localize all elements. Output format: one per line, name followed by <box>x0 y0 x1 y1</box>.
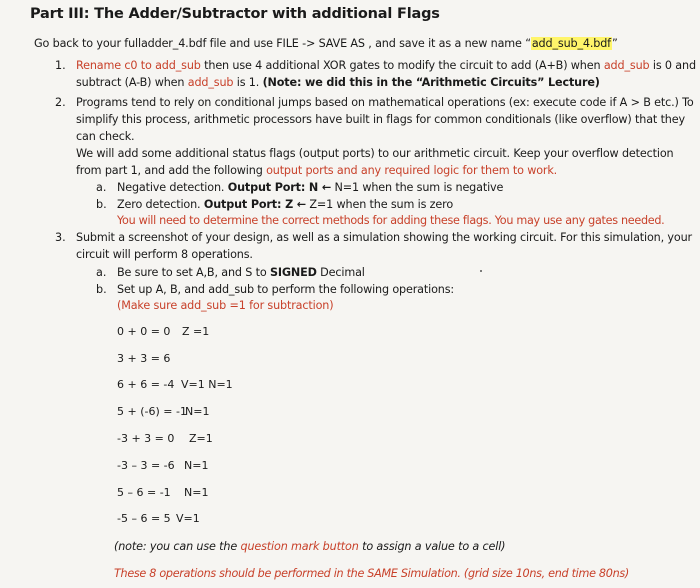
negative-detection <box>117 181 503 194</box>
item3-line2: circuit will perform 8 operations. <box>76 248 253 261</box>
operation-expr: 3 + 3 = 6 <box>117 352 171 365</box>
signed-instruction <box>117 266 365 279</box>
operation-flags: N=1 <box>184 459 209 472</box>
output-port-z: Output Port: Z <box>203 198 297 211</box>
item2-line5 <box>76 164 557 177</box>
zero-desc: Z=1 when the sum is zero <box>306 198 454 211</box>
output-ports-red: output ports and any required logic for them to work. <box>266 164 558 177</box>
operation-expr: -3 + 3 = 0 <box>117 432 175 445</box>
signed-bold: SIGNED <box>269 266 317 279</box>
addsub-red-text-2: add_sub <box>187 76 234 89</box>
addsub-red-text: add_sub <box>603 59 650 72</box>
operation-flags: N=1 <box>184 486 209 499</box>
intro-quote-close: ” <box>611 37 618 50</box>
item1-number: 1. <box>55 59 66 72</box>
neg-desc: N=1 when the sum is negative <box>331 181 504 194</box>
intro-line <box>34 37 618 50</box>
lecture-note: (Note: we did this in the “Arithmetic Circuits” Lecture) <box>262 76 600 89</box>
item1-text: then use 4 additional XOR gates to modify the circuit to add (A+B) when <box>200 59 604 72</box>
final-note-pre: (note: you can use the <box>114 540 241 553</box>
rename-red-text: Rename c0 to add_sub <box>76 59 201 72</box>
operation-expr: 5 – 6 = -1 <box>117 486 171 499</box>
item2b-label: b. <box>96 198 107 211</box>
item2-line2: simplify this process, arithmetic processors have built in flags for common conditionals (like overflow) that they <box>76 113 685 126</box>
item2-number: 2. <box>55 96 66 109</box>
item3-line1: Submit a screenshot of your design, as well as a simulation showing the working circuit. For this simulation, your <box>76 231 692 244</box>
operation-flags: V=1 <box>176 512 200 525</box>
question-mark-note <box>114 540 505 553</box>
gates-red-note: You will need to determine the correct methods for adding these flags. You may use any gates needed. <box>117 214 665 227</box>
left-arrow-icon: ← <box>321 181 332 194</box>
neg-text: Negative detection. <box>117 181 228 194</box>
operation-flags: N=1 <box>185 405 210 418</box>
output-port-n: Output Port: N <box>227 181 322 194</box>
left-arrow-icon: ← <box>296 198 307 211</box>
question-mark-red: question mark button <box>240 540 359 553</box>
highlighted-filename: add_sub_4.bdf <box>531 37 611 50</box>
operation-expr: 0 + 0 = 0 <box>117 325 171 338</box>
intro-text: Go back to your fulladder_4.bdf file and use FILE -> SAVE AS , and save it as a new name “ <box>34 37 531 50</box>
item2a-label: a. <box>96 181 107 194</box>
final-note-post: to assign a value to a cell) <box>358 540 506 553</box>
signed-text: Be sure to set A,B, and S to <box>117 266 270 279</box>
item2-line4: We will add some additional status flags (output ports) to our arithmetic circuit. Keep your overflow detection <box>76 147 674 160</box>
operation-flags: Z =1 <box>182 325 210 338</box>
item2-line3: can check. <box>76 130 135 143</box>
operation-expr: 5 + (-6) = -1 <box>117 405 187 418</box>
operation-expr: -3 – 3 = -6 <box>117 459 175 472</box>
section-title: Part III: The Adder/Subtractor with additional Flags <box>30 6 440 22</box>
item2-line1: Programs tend to rely on conditional jumps based on mathematical operations (ex: execute code if A > B etc.) To <box>76 96 694 109</box>
operation-flags: Z=1 <box>189 432 213 445</box>
item1-line2 <box>76 76 600 89</box>
same-simulation-note: These 8 operations should be performed in the SAME Simulation. (grid size 10ns, end time 80ns) <box>114 567 629 580</box>
item1-l2-mid: is 1. <box>233 76 263 89</box>
zero-detection <box>117 198 453 211</box>
addsub-red-note: (Make sure add_sub =1 for subtraction) <box>117 299 334 312</box>
operation-expr: -5 – 6 = 5 <box>117 512 171 525</box>
zero-text: Zero detection. <box>117 198 204 211</box>
item2-l5-text: from part 1, and add the following <box>76 164 267 177</box>
item1-l2-text: subtract (A-B) when <box>76 76 188 89</box>
item3-number: 3. <box>55 231 66 244</box>
stray-dot <box>480 270 482 272</box>
item3b-label: b. <box>96 283 107 296</box>
operation-flags: V=1 N=1 <box>181 378 233 391</box>
item3a-label: a. <box>96 266 107 279</box>
signed-post: Decimal <box>316 266 365 279</box>
setup-instruction: Set up A, B, and add_sub to perform the following operations: <box>117 283 455 296</box>
item1-tail: is 0 and <box>649 59 696 72</box>
operation-expr: 6 + 6 = -4 <box>117 378 175 391</box>
item1-line1 <box>76 59 696 72</box>
